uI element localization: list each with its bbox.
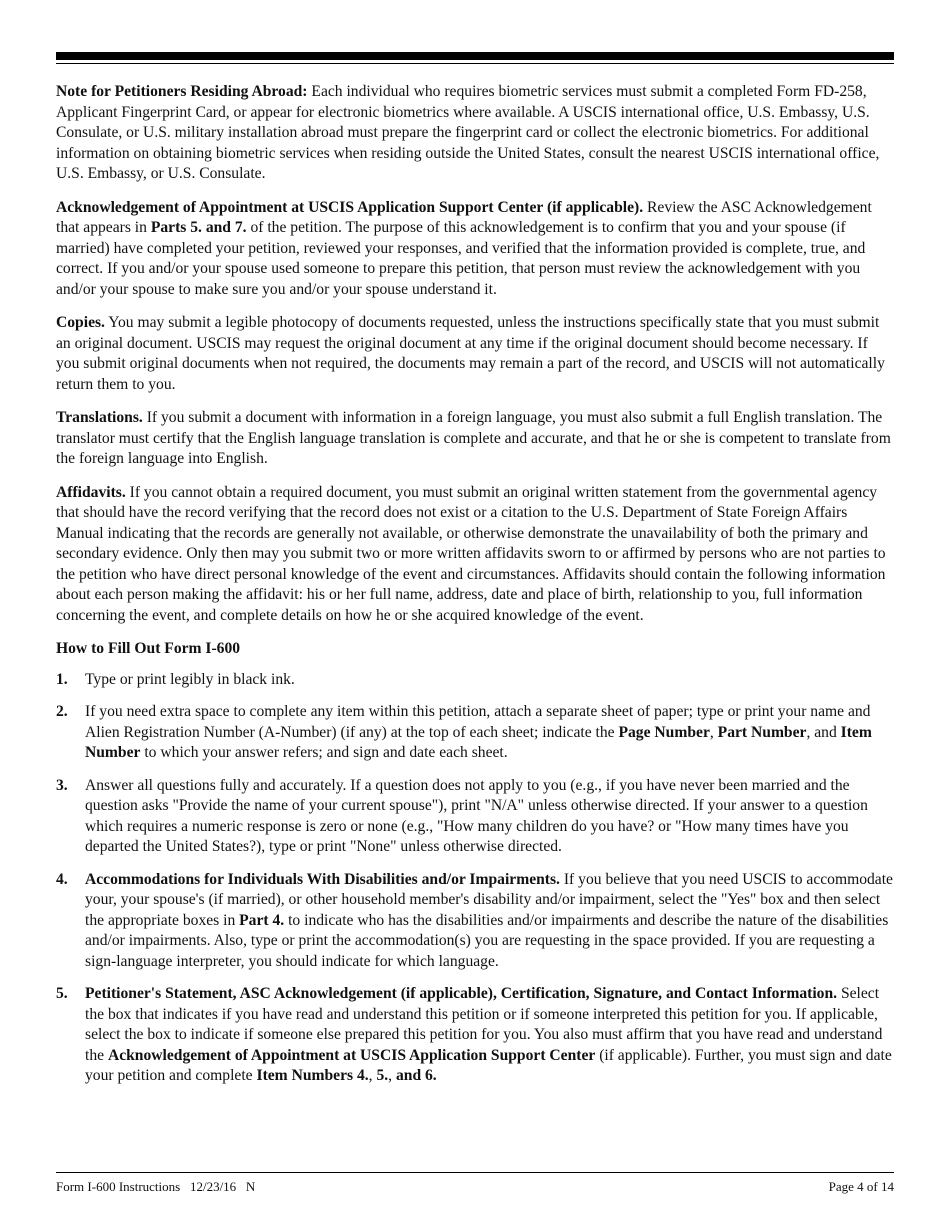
- item-number: 1.: [56, 670, 68, 688]
- affidavits-paragraph: Affidavits. If you cannot obtain a required document, you must submit an original written statement from the governmental agency that should have the record verifying that the record does not exist or a citation to the U.S. Department of State Foreign Affairs Manual indicating that the records are generally not available, or otherwise demonstrate the unavailability of both the primary and secondary evidence. Only then may you submit two or more written affidavits sworn to or affirmed by persons who are not parties to the petition who have direct personal knowledge of the event and circumstances. Affidavits should contain the following information about each person making the affidavit: his or her full name, address, date and place of birth, relationship to you, full information concerning the event, and complete details on how he or she acquired knowledge of the event.: [56, 483, 886, 624]
- item-number: 3.: [56, 776, 68, 794]
- list-item: 4. Accommodations for Individuals With Disabilities and/or Impairments. If you believe that you need USCIS to accommodate your, your spouse's (if married), or other household member's disability and/or impairment, select the "Yes" box and then select the appropriate boxes in Part 4. to indicate who has the disabilities and/or impairments and describe the nature of the disabilities and/or impairments. Also, type or print the accommodation(s) you are requesting in the space provided. If you are requesting a sign-language interpreter, you should indicate for which language.: [56, 870, 893, 970]
- list-item: 5. Petitioner's Statement, ASC Acknowledgement (if applicable), Certification, Signature, and Contact Information. Select the box that indicates if you have read and understand this petition or if someone interpreted this petition for you. If applicable, select the box to indicate if someone else prepared this petition for you. You also must affirm that you have read and understand the Acknowledgement of Appointment at USCIS Application Support Center (if applicable). Further, you must sign and date your petition and complete Item Numbers 4., 5., and 6.: [56, 985, 892, 1084]
- section-heading: How to Fill Out Form I-600: [56, 640, 241, 657]
- header-thick-rule: [56, 52, 894, 60]
- footer-form-info: Form I-600 Instructions 12/23/16 N: [56, 1179, 256, 1194]
- item-number: 5.: [56, 985, 68, 1002]
- item-number: 2.: [56, 703, 68, 720]
- note-petitioners-abroad-paragraph: Note for Petitioners Residing Abroad: Each individual who requires biometric services must submit a completed Form FD-258, Applicant Fingerprint Card, or appear for electronic biometrics where available. A USCIS international office, U.S. Embassy, U.S. Consulate, or U.S. military installation abroad must prepare the fingerprint card or collect the electronic biometrics. For additional information on obtaining biometric services when residing outside the United States, consult the nearest USCIS international office, U.S. Embassy, or U.S. Consulate.: [56, 83, 880, 182]
- translations-paragraph: Translations. If you submit a document with information in a foreign language, you must also submit a full English translation. The translator must certify that the English language translation is complete and accurate, and that he or she is competent to translate from the foreign language into English.: [56, 409, 891, 467]
- list-item: 3. Answer all questions fully and accurately. If a question does not apply to you (e.g., if you have never been married and the question asks "Provide the name of your current spouse"), print "N/A" unless otherwise directed. If your answer to a question which requires a numeric response is zero or none (e.g., "How many children do you have? or "How many times have you departed the United States?), type or print "None" unless otherwise directed.: [56, 776, 868, 855]
- footer-rule: [56, 1172, 894, 1173]
- item-number: 4.: [56, 870, 68, 888]
- instructions-list: [56, 670, 894, 1087]
- copies-paragraph: Copies. You may submit a legible photocopy of documents requested, unless the instructions specifically state that you must submit an original document. USCIS may request the original document at any time if the original document should become necessary. If you submit original documents when not required, the documents may remain a part of the record, and USCIS will not automatically return them to you.: [56, 314, 885, 393]
- list-item: 1. Type or print legibly in black ink.: [56, 670, 894, 691]
- footer-page-number: Page 4 of 14: [828, 1179, 894, 1194]
- page-body: [56, 82, 894, 1099]
- list-item: 2. If you need extra space to complete any item within this petition, attach a separate sheet of paper; type or print your name and Alien Registration Number (A-Number) (if any) at the top of each sheet; indicate the Page Number, Part Number, and Item Number to which your answer refers; and sign and date each sheet.: [56, 703, 872, 761]
- header-thin-rule: [56, 63, 894, 64]
- asc-acknowledgement-paragraph: Acknowledgement of Appointment at USCIS Application Support Center (if applicable). Review the ASC Acknowledgement that appears in Parts 5. and 7. of the petition. The purpose of this acknowledgement is to confirm that you and your spouse (if married) have completed your petition, reviewed your responses, and verified that the information provided is complete, true, and correct. If you and/or your spouse used someone to prepare this petition, that person must review the acknowledgement with you and/or your spouse to make sure you and/or your spouse understand it.: [56, 198, 872, 298]
